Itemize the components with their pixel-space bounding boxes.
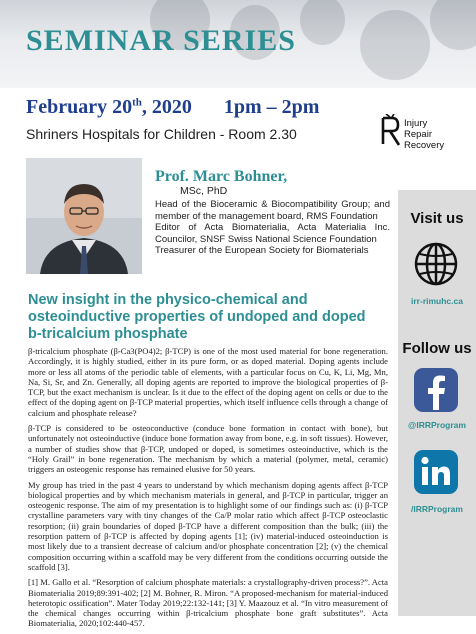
speaker-name: Prof. Marc Bohner, bbox=[155, 168, 288, 185]
linkedin-handle[interactable]: /IRRProgram bbox=[411, 504, 463, 514]
talk-title: New insight in the physico-chemical and osteoinductive properties of undoped and doped b-tricalcium phosphate bbox=[28, 292, 366, 342]
linkedin-icon[interactable] bbox=[412, 448, 460, 496]
contact-sidebar bbox=[398, 190, 476, 616]
logo-line1: Injury bbox=[404, 118, 428, 129]
bio-line: Head of the Bioceramic & Biocompatibility Group; and member of the management board, RMS Foundation bbox=[155, 199, 390, 222]
talk-abstract bbox=[28, 346, 388, 634]
event-date: February 20 bbox=[26, 96, 133, 118]
references: [1] M. Gallo et al. “Resorption of calcium phosphate materials: a crystallography-driven process?”. Acta Biomaterialia 2019;89:391-402; [2] M. Bohner, R. Miron. “A proposed-mechanism for material-induced heterotopic ossification”. Mater Today 2019;22:132-141; [3] Y. Maazouz et al. “In vitro measurement of the chemical changes occurring within β-tricalcium phosphate bone graft substitutes”. Acta Biomaterialia, 2020;102:440-457. bbox=[28, 577, 388, 629]
facebook-icon[interactable] bbox=[412, 366, 460, 414]
speaker-bio bbox=[155, 199, 390, 257]
abstract-paragraph: β-TCP is considered to be osteoconductive (conduce bone formation in contact with bone), but unfortunately not osteoinductive (induce bone formation away from bone, e.g. in soft tissues). However, a number of studies show that β-TCP, undoped or doped, is sometimes osteoinductive, which is the “Holy Grail” in bone regeneration. The mechanism by which a material (polymer, metal, ceramic) triggers an osteogenic response has remained elusive for 50 years. bbox=[28, 423, 388, 475]
visit-us-heading: Visit us bbox=[410, 210, 464, 227]
banner-title: SEMINAR SERIES bbox=[26, 24, 296, 57]
logo-line2: Repair bbox=[404, 129, 432, 140]
follow-us-heading: Follow us bbox=[402, 340, 472, 357]
event-year: , 2020 bbox=[141, 96, 192, 118]
event-date-suffix: th bbox=[132, 96, 142, 109]
banner-bg-shape bbox=[430, 0, 476, 50]
irr-logo-icon bbox=[380, 114, 402, 156]
facebook-handle[interactable]: @IRRProgram bbox=[408, 420, 466, 430]
logo-line3: Recovery bbox=[404, 140, 445, 151]
globe-icon[interactable] bbox=[412, 240, 460, 288]
speaker-photo-image bbox=[26, 158, 142, 274]
irr-logo-text bbox=[404, 118, 444, 151]
speaker-photo bbox=[26, 158, 142, 274]
event-date-time bbox=[26, 96, 319, 119]
speaker-degree: MSc, PhD bbox=[180, 185, 228, 197]
abstract-paragraph: My group has tried in the past 4 years to understand by which mechanism doping agents affect β-TCP biological properties and by which mechanism materials in general, and β-TCP in particular, trigger an osteogenic response. The aim of my presentation is to highlight some of our findings such as: (i) β-TCP crystalline parameters vary with tiny changes of the Ca/P molar ratio which affect β-TCP osteoclastic resorption; (ii) grain boundaries of doped β-TCP have a different composition than the bulk; (iii) the resorption pattern of β-TCP is affected by doping agents [1]; (iv) material-induced osteoinduction is most likely due to a transient decrease of calcium and/or phosphate concentration [2]; (v) the chemical composition occurring within a scaffold may be very different from the conditions occurring outside the scaffold [3]. bbox=[28, 479, 388, 572]
event-time: 1pm – 2pm bbox=[223, 96, 320, 118]
bio-line: Treasurer of the European Society for Biomaterials bbox=[155, 245, 369, 256]
logo-mark-icon bbox=[380, 114, 402, 148]
event-venue: Shriners Hospitals for Children - Room 2.30 bbox=[26, 126, 297, 142]
bio-line: Editor of Acta Biomaterialia, Acta Materialia Inc. Councilor, SNSF Swiss National Science Foundation bbox=[155, 222, 390, 245]
header-banner bbox=[0, 0, 476, 88]
irr-logo bbox=[380, 112, 470, 162]
banner-bg-shape bbox=[360, 10, 430, 80]
banner-bg-shape bbox=[300, 0, 345, 45]
abstract-paragraph: β-tricalcium phosphate (β-Ca3(PO4)2; β-TCP) is one of the most used material for bone regeneration. Accordingly, it is highly studied, either in its pure form, or as doped material. Doping agents include more or less all atoms of the periodic table of elements, with a particular focus on Cu, K, Li, Mg, Mn, Na, Si, Sr, and Zn. Generally, all doping agents are reported to improve the biological properties of β-TCP, but the exact mechanism is unclear. Is it due to the effect of the doping agent on cells or due to the effect of the doping agent on β-TCP material properties, which itself influence cells through a change of calcium and phosphate release? bbox=[28, 346, 388, 418]
website-link[interactable]: irr-rimuhc.ca bbox=[411, 296, 463, 306]
